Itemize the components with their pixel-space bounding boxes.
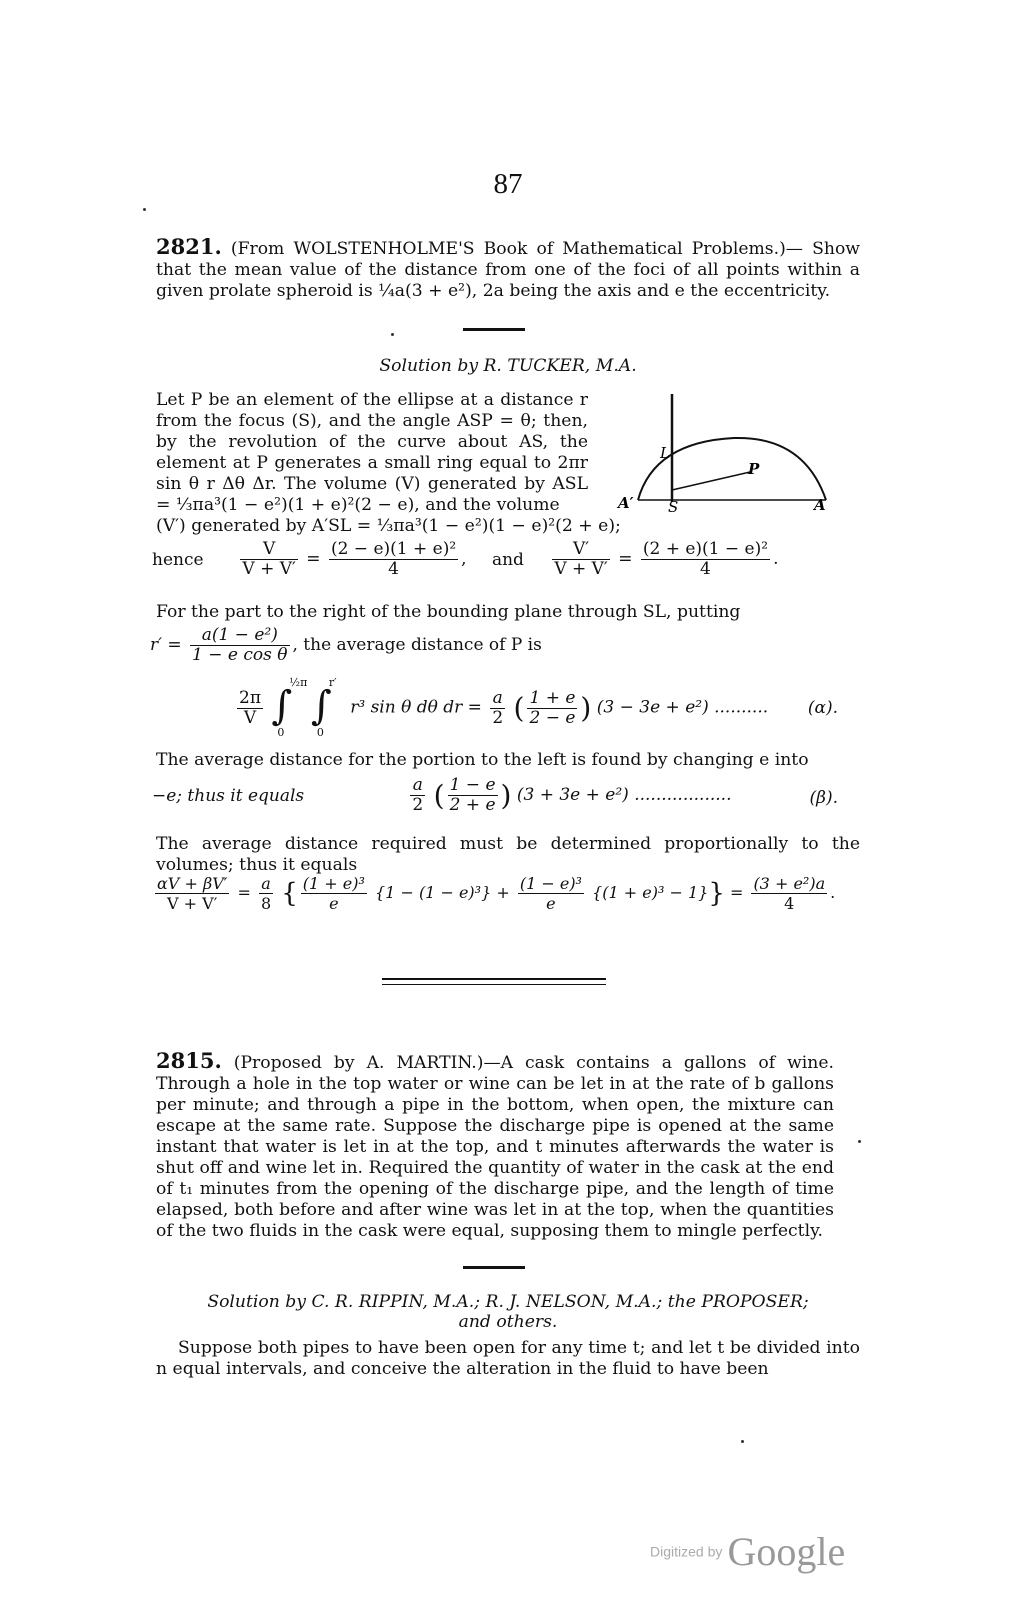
section-separator: [382, 984, 606, 985]
radius-sp: [672, 472, 750, 490]
speck: [741, 1440, 744, 1443]
fraction: $\frac{\text{(1 + e)³}}{e}$: [302, 874, 365, 913]
solution-heading: Solution by R. TUCKER, M.A.: [379, 356, 637, 376]
equation-beta: −e; thus it equals $\frac{a}{2}$ ( $\frac{1 - e}{2 + e}$ ) (3 + 3e + e²) .................. (β).: [152, 775, 838, 815]
final-result-equation: $\frac{\alpha V + \beta V'}{V + V'}$ = $\frac{a}{8}$ { $\frac{\text{(1 + e)³}}{e}$ {1 − (1 − e)³} + $\frac{\text{(1 − e)³}}{e}$ {(1 + e)³ − 1}} = $\frac{\text{(3 + e²)a}}{4}$ .: [157, 874, 836, 913]
solution-heading: Solution by C. R. RIPPIN, M.A.; R. J. NELSON, M.A.; the PROPOSER;: [207, 1292, 809, 1312]
speck: [391, 333, 394, 336]
fraction: $\frac{\text{a(1 − e²)}}{\text{1 − e cos θ}}$: [192, 625, 288, 665]
ellipse-diagram: [614, 390, 834, 516]
fraction: $\frac{a}{2}$: [492, 687, 504, 728]
section-separator: [382, 978, 606, 980]
label-L: L: [660, 444, 670, 462]
volume-ratio-equation: hence $\frac{V}{V + V'}$ = $\frac{\text{(2 − e)(1 + e)²}}{4}$ , and $\frac{V'}{V + V'}$ = $\frac{\text{(2 + e)(1 − e)²}}{4}$ .: [152, 539, 779, 579]
solution-paragraph: The average distance required must be determined proportionally to the volumes; thus it equals: [156, 834, 860, 875]
problem-2821: [156, 236, 860, 302]
solution-paragraph: For the part to the right of the bounding plane through SL, putting: [156, 602, 741, 622]
fraction: $\frac{1 + e}{2 - e}$: [529, 687, 576, 728]
solution-paragraph: The average distance for the portion to the left is found by changing e into: [156, 750, 809, 770]
speck: [143, 208, 146, 211]
label-P: P: [748, 460, 760, 478]
fraction: $\frac{2\pi}{V}$: [239, 687, 261, 728]
solution-paragraph-end: (V′) generated by A′SL = ⅓πa³(1 − e²)(1 − e)²(2 + e);: [156, 516, 621, 536]
equation-alpha: $\frac{2\pi}{V}$ ∫ ½π 0 ∫ r′ 0 r³ sin θ dθ dr = $\frac{a}{2}$ ( $\frac{1 + e}{2 - e}$ ) (3 − 3e + e²) .......... (α).: [239, 676, 838, 739]
label-S: S: [668, 498, 679, 516]
solution-paragraph: Suppose both pipes to have been open for any time t; and let t be divided into n equal intervals, and conceive the alteration in the fluid to have been: [156, 1338, 860, 1379]
section-divider: [463, 1266, 525, 1269]
fraction: $\frac{1 - e}{2 + e}$: [449, 775, 496, 815]
solution-paragraph: Let P be an element of the ellipse at a distance r from the focus (S), and the angle ASP = θ; then, by the revolution of the curve about AS, the element at P generates a small ring equal to 2πr sin θ r Δθ Δr. The volume (V) generated by ASL = ⅓πa³(1 − e²)(1 + e)²(2 − e), and the volume: [156, 390, 588, 515]
fraction: $\frac{\text{(1 − e)³}}{e}$: [519, 874, 582, 913]
equation-label: (α).: [807, 698, 838, 718]
fraction: $\frac{V'}{V + V'}$: [554, 539, 608, 579]
fraction: $\frac{\text{(2 + e)(1 − e)²}}{4}$: [642, 539, 769, 579]
fraction: $\frac{\alpha V + \beta V'}{V + V'}$: [157, 874, 228, 913]
fraction: $\frac{a}{2}$: [412, 775, 424, 815]
fraction: $\frac{\text{(3 + e²)a}}{4}$: [753, 874, 826, 913]
fraction: $\frac{\text{(2 − e)(1 + e)²}}{4}$: [330, 539, 457, 579]
watermark-small-text: Digitized by: [650, 1543, 723, 1560]
problem-number: 2821.: [156, 234, 222, 259]
section-divider: [463, 328, 525, 331]
and-label: and: [491, 549, 524, 570]
problem-statement: (Proposed by A. MARTIN.)—A cask contains a gallons of wine. Through a hole in the top water or wine can be let in at the rate of b gallons per minute; and through a pipe in the bottom, when open, the mixture can escape at the same rate. Suppose the discharge pipe is opened at the same instant that water is let in at the top, and t minutes afterwards the water is shut off and wine let in. Required the quantity of water in the cask at the end of t₁ minutes from the opening of the discharge pipe, and the length of time elapsed, both before and after wine was let in at the top, when the quantities of the two fluids in the cask were equal, supposing them to mingle perfectly.: [156, 1053, 834, 1241]
problem-statement: Show that the mean value of the distance from one of the foci of all points within a given prolate spheroid is ¼a(3 + e²), 2a being the axis and e the eccentricity.: [156, 239, 860, 301]
fraction: $\frac{a}{8}$: [260, 874, 272, 913]
rprime-definition: r′ = $\frac{\text{a(1 − e²)}}{\text{1 − e cos θ}}$ , the average distance of P is: [150, 625, 542, 665]
speck: [858, 1140, 861, 1143]
label-A: A: [814, 496, 826, 514]
solution-heading-continued: and others.: [458, 1312, 558, 1332]
problem-source: (From WOLSTENHOLME'S Book of Mathematical Problems.)—: [230, 239, 803, 259]
equation-label: (β).: [809, 788, 838, 808]
problem-number: 2815.: [156, 1048, 222, 1073]
hence-label: hence: [152, 549, 204, 570]
integral-sign: ∫ ½π 0: [271, 676, 308, 739]
label-A-prime: A′: [618, 494, 634, 512]
google-logo: Google: [727, 1529, 846, 1574]
digitized-by-google-watermark: [650, 1528, 845, 1575]
fraction: $\frac{V}{V + V'}$: [242, 539, 296, 579]
integral-sign: ∫ r′ 0: [310, 676, 337, 739]
problem-2815: [156, 1050, 834, 1242]
page-number: 87: [493, 168, 523, 200]
